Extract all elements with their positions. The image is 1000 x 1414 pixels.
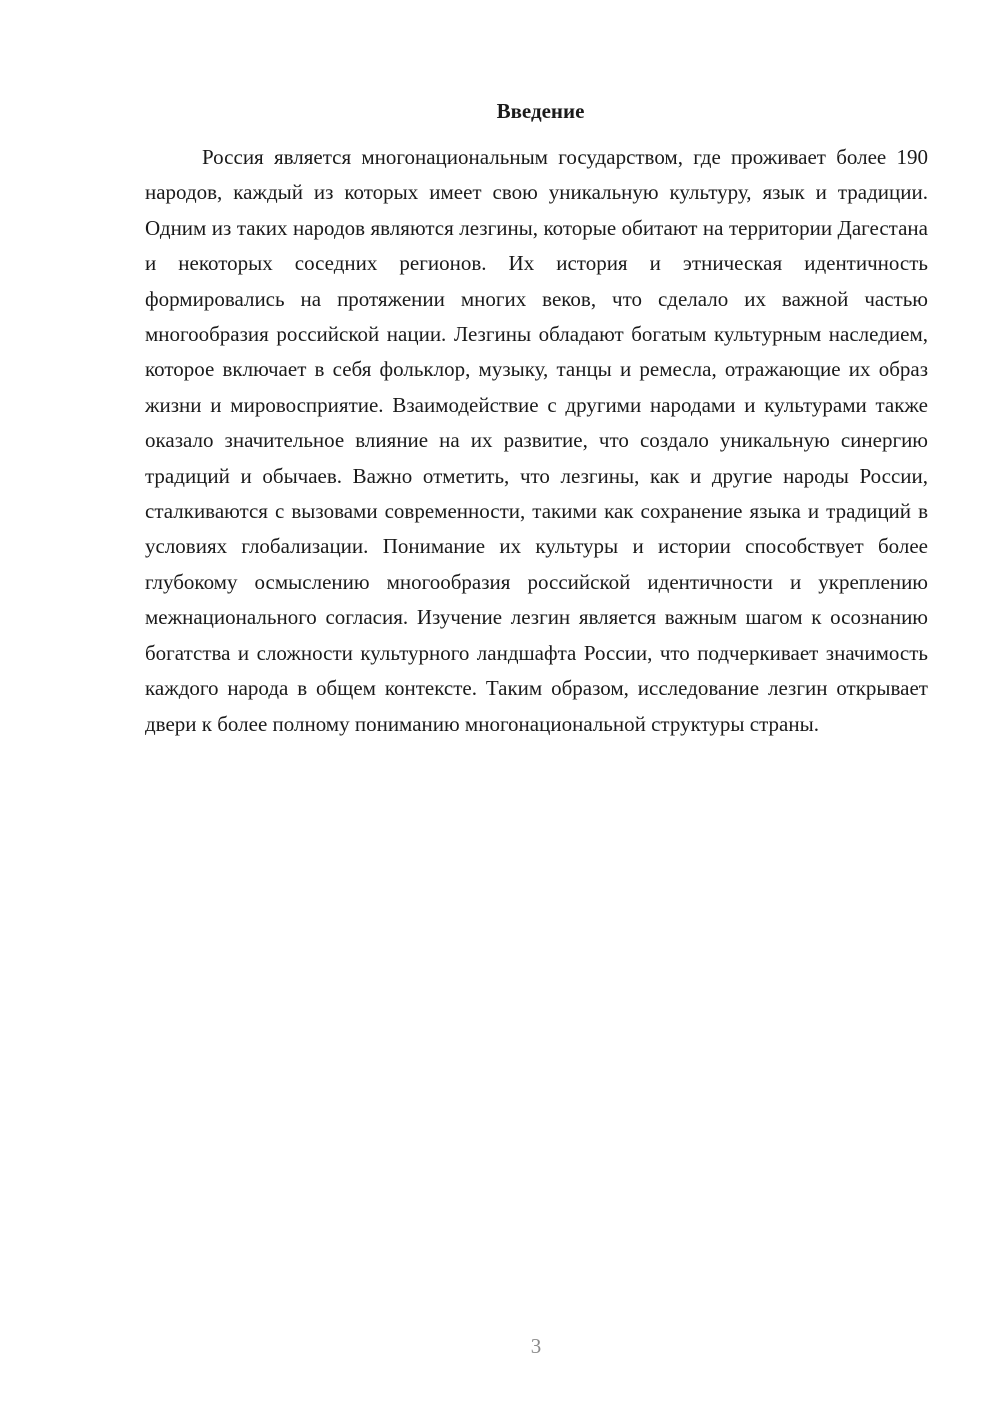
section-heading: Введение bbox=[496, 99, 585, 123]
page-number: 3 bbox=[530, 1334, 542, 1358]
body-paragraph: Россия является многонациональным государством, где проживает более 190 народов, каждый из которых имеет свою уникальную культуру, язык и традиции. Одним из таких народов являются лезгины, которые обитают на территории Дагестана и некоторых соседних регионов. Их история и этническая идентичность формировались на протяжении многих веков, что сделало их важной частью многообразия российской нации. Лезгины обладают богатым культурным наследием, которое включает в себя фольклор, музыку, танцы и ремесла, отражающие их образ жизни и мировосприятие. Взаимодействие с другими народами и культурами также оказало значительное влияние на их развитие, что создало уникальную синергию традиций и обычаев. Важно отметить, что лезгины, как и другие народы России, сталкиваются с вызовами современности, такими как сохранение языка и традиций в условиях глобализации. Понимание их культуры и истории способствует более глубокому осмыслению многообразия российской идентичности и укреплению межнационального согласия. Изучение лезгин является важным шагом к осознанию богатства и сложности культурного ландшафта России, что подчеркивает значимость каждого народа в общем контексте. Таким образом, исследование лезгин открывает двери к более полному пониманию многонациональной структуры страны. bbox=[145, 145, 928, 736]
